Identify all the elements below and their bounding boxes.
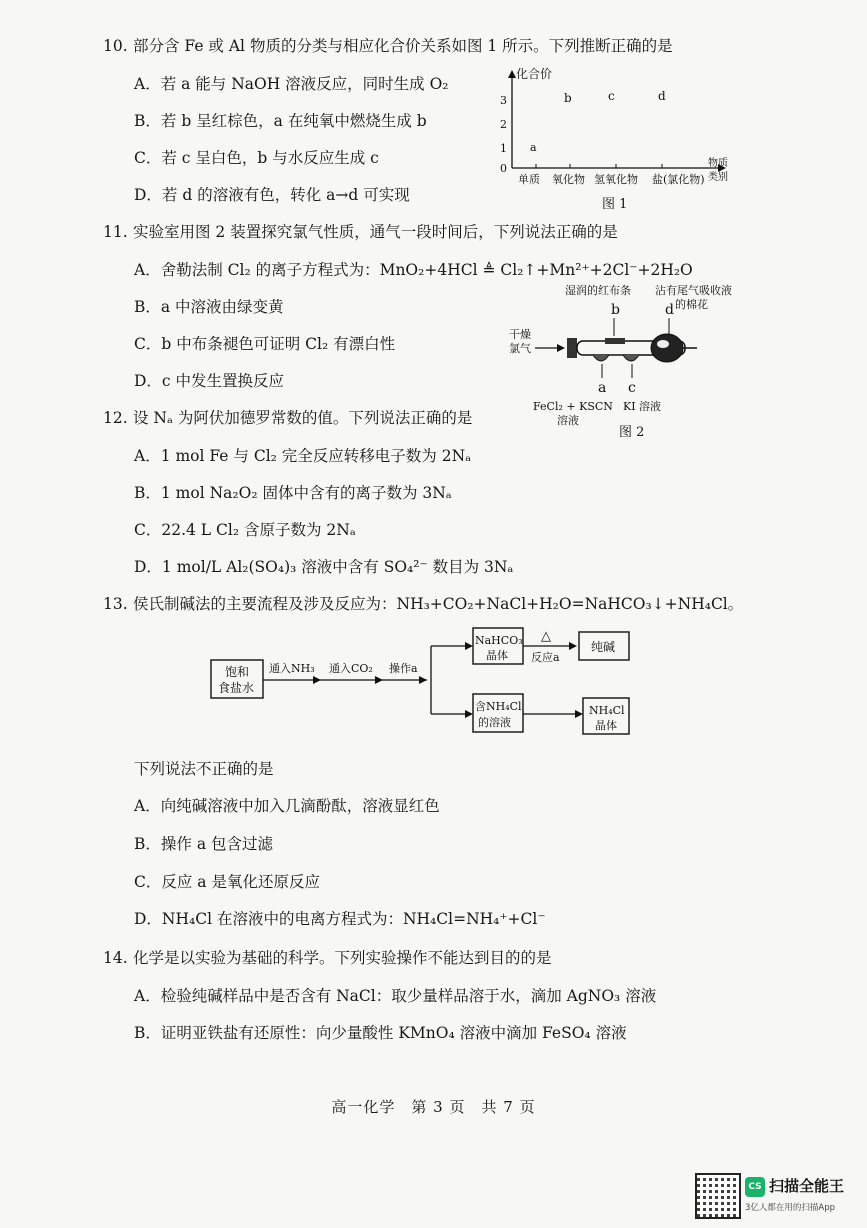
label-fecl2-kscn: FeCl₂ + KSCN — [533, 400, 613, 413]
q10-option-a: A．若 a 能与 NaOH 溶液反应，同时生成 O₂ — [134, 75, 449, 93]
q10-option-c: C．若 c 呈白色，b 与水反应生成 c — [134, 149, 379, 167]
box-nh4cl-line2: 晶体 — [595, 719, 617, 732]
label-wet-red-cloth: 湿润的红布条 — [565, 284, 631, 297]
question-10-stem: 10. 部分含 Fe 或 Al 物质的分类与相应化合价关系如图 1 所示。下列推断正确的是 — [103, 37, 673, 55]
q12-option-a: A．1 mol Fe 与 Cl₂ 完全反应转移电子数为 2Nₐ — [134, 447, 472, 465]
letter-a: a — [598, 380, 607, 396]
box-soda: 纯碱 — [591, 640, 616, 654]
q13-prompt: 下列说法不正确的是 — [134, 760, 274, 778]
y-tick-0: 0 — [500, 162, 507, 175]
q14-option-a: A．检验纯碱样品中是否含有 NaCl：取少量样品溶于水，滴加 AgNO₃ 溶液 — [134, 987, 657, 1005]
box-solution-line2: 的溶液 — [478, 716, 511, 729]
qr-code-icon — [695, 1173, 741, 1219]
scanner-watermark — [695, 1173, 855, 1223]
q12-option-b: B．1 mol Na₂O₂ 固体中含有的离子数为 3Nₐ — [134, 484, 452, 502]
point-d: d — [658, 89, 666, 103]
label-ki-solution: KI 溶液 — [623, 400, 662, 413]
figure-flowchart-hou-process — [205, 618, 645, 743]
question-14-stem: 14. 化学是以实验为基础的科学。下列实验操作不能达到目的的是 — [103, 949, 552, 967]
label-solution: 溶液 — [557, 414, 579, 427]
y-tick-3: 3 — [500, 94, 507, 107]
letter-c: c — [628, 380, 636, 396]
arrow-label-nh3: 通入NH₃ — [269, 662, 315, 675]
point-b: b — [564, 91, 572, 105]
q13-option-b: B．操作 a 包含过滤 — [134, 835, 273, 853]
x-axis-title-2: 类别 — [708, 172, 728, 183]
question-number: 14. — [103, 949, 128, 967]
box-nahco3-line1: NaHCO₃ — [475, 634, 523, 647]
arrow-label-reaction-a: 反应a — [531, 651, 560, 664]
x-axis-title-1: 物质 — [708, 158, 728, 169]
x-category-oxide: 氧化物 — [552, 173, 585, 186]
figure-2-caption: 图 2 — [619, 425, 645, 438]
question-11-stem: 11. 实验室用图 2 装置探究氯气性质，通气一段时间后，下列说法正确的是 — [103, 223, 618, 241]
letter-b: b — [611, 302, 620, 318]
figure-1-valence-diagram — [490, 60, 750, 215]
letter-d: d — [665, 302, 674, 318]
label-cotton-line2: 的棉花 — [675, 298, 708, 311]
box-start-line2: 食盐水 — [218, 681, 255, 695]
q11-option-a: A．舍勒法制 Cl₂ 的离子方程式为：MnO₂+4HCl ≜ Cl₂↑+Mn²⁺+2Cl⁻+2H₂O — [134, 261, 693, 279]
q13-option-a: A．向纯碱溶液中加入几滴酚酞，溶液显红色 — [134, 797, 440, 815]
box-nahco3-line2: 晶体 — [486, 649, 508, 662]
arrow-label-co2: 通入CO₂ — [329, 662, 373, 675]
y-axis-title: 化合价 — [516, 67, 553, 81]
box-solution-line1: 含NH₄Cl — [475, 700, 522, 713]
figure-1-caption: 图 1 — [602, 197, 628, 212]
question-number: 10. — [103, 37, 128, 55]
y-tick-2: 2 — [500, 118, 507, 131]
camscanner-logo-icon: CS — [745, 1177, 765, 1197]
question-number: 11. — [103, 223, 128, 241]
question-13-stem: 13. 侯氏制碱法的主要流程及涉及反应为：NH₃+CO₂+NaCl+H₂O=NaHCO₃↓+NH₄Cl。 — [103, 595, 744, 613]
box-start-line1: 饱和 — [225, 665, 250, 679]
point-a: a — [530, 141, 537, 154]
q10-option-d: D．若 d 的溶液有色，转化 a→d 可实现 — [134, 186, 410, 204]
heat-symbol: △ — [541, 629, 551, 644]
q10-option-b: B．若 b 呈红棕色，a 在纯氧中燃烧生成 b — [134, 112, 427, 130]
q11-option-c: C．b 中布条褪色可证明 Cl₂ 有漂白性 — [134, 335, 396, 353]
question-12-stem: 12. 设 Nₐ 为阿伏加德罗常数的值。下列说法正确的是 — [103, 409, 473, 427]
label-dry-chlorine-2: 氯气 — [509, 342, 531, 355]
page-footer: 高一化学 第 3 页 共 7 页 — [331, 1098, 536, 1116]
q11-option-b: B．a 中溶液由绿变黄 — [134, 298, 284, 316]
y-tick-1: 1 — [500, 142, 507, 155]
x-category-element: 单质 — [518, 173, 540, 186]
q12-option-d: D．1 mol/L Al₂(SO₄)₃ 溶液中含有 SO₄²⁻ 数目为 3Nₐ — [134, 558, 514, 576]
question-number: 13. — [103, 595, 128, 613]
q12-option-c: C．22.4 L Cl₂ 含原子数为 2Nₐ — [134, 521, 356, 539]
q14-option-b: B．证明亚铁盐有还原性：向少量酸性 KMnO₄ 溶液中滴加 FeSO₄ 溶液 — [134, 1024, 627, 1042]
figure-2-chlorine-apparatus — [505, 278, 775, 438]
arrow-label-operation-a: 操作a — [389, 662, 418, 675]
q11-option-d: D．c 中发生置换反应 — [134, 372, 285, 390]
label-cotton-line1: 沾有尾气吸收液 — [655, 284, 732, 297]
camscanner-tagline: 3亿人都在用的扫描App — [745, 1203, 836, 1213]
camscanner-name: 扫描全能王 — [769, 1177, 845, 1195]
box-nh4cl-line1: NH₄Cl — [589, 704, 625, 717]
label-dry-chlorine-1: 干燥 — [509, 328, 531, 341]
point-c: c — [608, 89, 615, 103]
q13-option-c: C．反应 a 是氧化还原反应 — [134, 873, 320, 891]
question-number: 12. — [103, 409, 128, 427]
q13-option-d: D．NH₄Cl 在溶液中的电离方程式为：NH₄Cl=NH₄⁺+Cl⁻ — [134, 910, 546, 928]
x-category-hydroxide: 氢氧化物 — [594, 173, 638, 186]
x-category-salt: 盐(氯化物) — [652, 173, 705, 186]
